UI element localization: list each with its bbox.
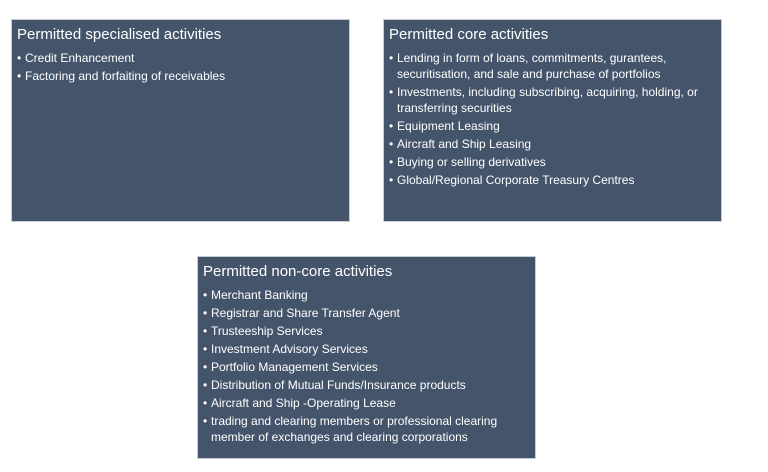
list-item: • Equipment Leasing	[389, 118, 721, 134]
list-item: • Portfolio Management Services	[203, 359, 535, 375]
core-activities-box	[383, 19, 722, 222]
list-item: • Aircraft and Ship -Operating Lease	[203, 395, 535, 411]
list-item: • Investments, including subscribing, acquiring, holding, or transferring securities	[389, 84, 721, 116]
list-item: • Registrar and Share Transfer Agent	[203, 305, 535, 321]
specialised-activities-title: Permitted specialised activities	[17, 26, 222, 43]
list-item: • Buying or selling derivatives	[389, 154, 721, 170]
noncore-activities-list	[203, 287, 535, 445]
list-item: • Aircraft and Ship Leasing	[389, 136, 721, 152]
list-item: • Distribution of Mutual Funds/Insurance products	[203, 377, 535, 393]
list-item: • Investment Advisory Services	[203, 341, 535, 357]
list-item: • Factoring and forfaiting of receivables	[17, 68, 349, 84]
core-activities-list	[389, 50, 721, 188]
list-item: • Trusteeship Services	[203, 323, 535, 339]
list-item: • Credit Enhancement	[17, 50, 349, 66]
list-item: • Lending in form of loans, commitments, gurantees, securitisation, and sale and purchase of portfolios	[389, 50, 721, 82]
list-item: • trading and clearing members or professional clearing member of exchanges and clearing corporations	[203, 413, 535, 445]
noncore-activities-title: Permitted non-core activities	[203, 263, 393, 280]
specialised-activities-box	[11, 19, 350, 222]
list-item: • Global/Regional Corporate Treasury Centres	[389, 172, 721, 188]
list-item: • Merchant Banking	[203, 287, 535, 303]
noncore-activities-box	[197, 256, 536, 459]
core-activities-title: Permitted core activities	[389, 26, 549, 43]
specialised-activities-list	[17, 50, 349, 84]
